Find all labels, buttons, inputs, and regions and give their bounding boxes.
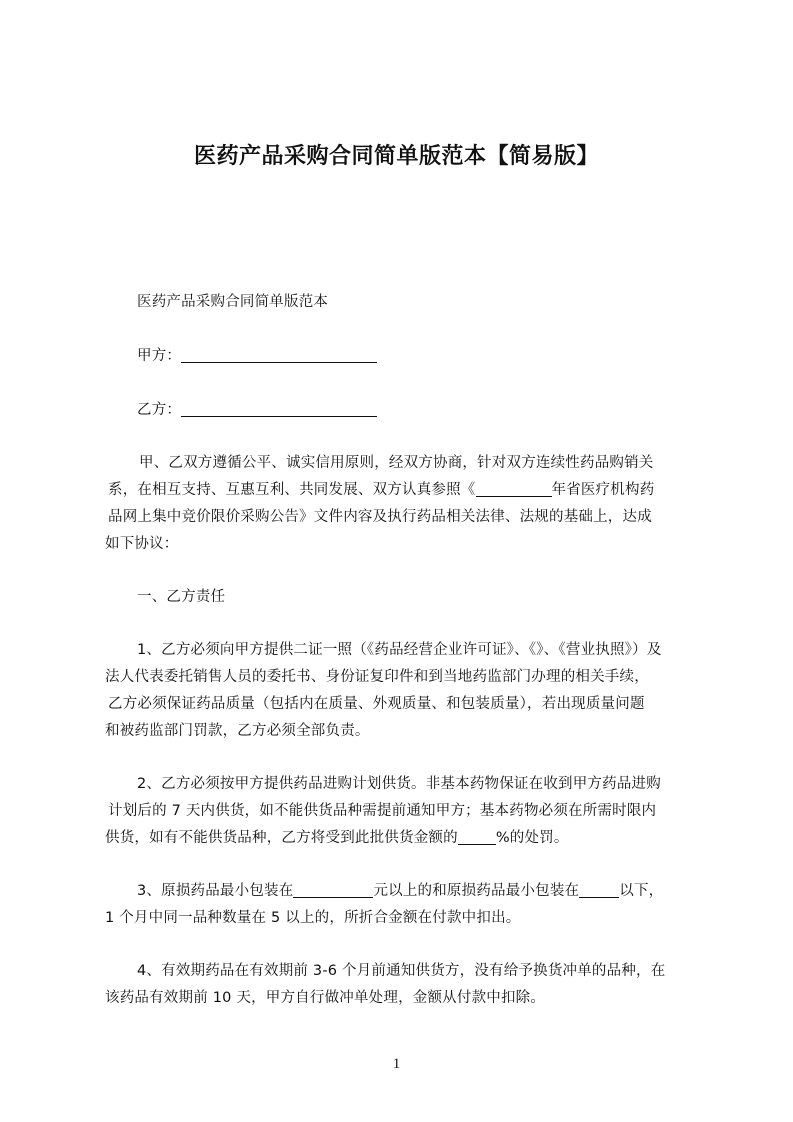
party-a-line: [137, 344, 747, 365]
item1-line-3: 乙方必须保证药品质量（包括内在质量、外观质量、和包装质量），若出现质量问题: [108, 696, 645, 712]
amount-blank: [293, 881, 373, 898]
intro-line-3: 品网上集中竞价限价采购公告》文件内容及执行药品相关法律、法规的基础上，达成: [108, 509, 652, 525]
item2-line-1: 2、乙方必须按甲方提供药品进购计划供货。非基本药物保证在收到甲方药品进购: [137, 776, 661, 792]
item2-text-3b: %的处罚。: [495, 830, 569, 846]
intro-text-2b: 年省医疗机构药: [551, 482, 655, 498]
section-heading: 一、乙方责任: [137, 589, 226, 605]
item3-line-1: [137, 879, 747, 900]
intro-text-2a: 系，在相互支持、互惠互利、共同发展、双方认真参照《: [108, 482, 476, 498]
page-number: 1: [392, 1056, 401, 1072]
party-b-blank: [181, 400, 377, 417]
intro-line-4: 如下协议：: [105, 536, 179, 552]
item4-line-1: 4、有效期药品在有效期前 3-6 个月前通知供货方，没有给予换货冲单的品种，在: [137, 963, 666, 979]
item4-line-2: 该药品有效期前 10 天，甲方自行做冲单处理，金额从付款中扣除。: [105, 990, 546, 1006]
party-a-label: 甲方：: [137, 348, 182, 364]
party-b-label: 乙方：: [137, 402, 182, 418]
item2-line-3: [105, 826, 715, 847]
item3-text-1a: 3、原损药品最小包装在: [137, 883, 294, 899]
intro-line-1: 甲、乙双方遵循公平、诚实信用原则，经双方协商，针对双方连续性药品购销关: [139, 455, 654, 471]
item3-line-2: 1 个月中同一品种数量在 5 以上的，所折合金额在付款中扣出。: [105, 910, 521, 926]
contract-subtitle: 医药产品采购合同简单版范本: [137, 294, 329, 310]
item3-text-1c: 以下，: [619, 883, 664, 899]
lower-amount-blank: [579, 881, 619, 898]
year-blank: [476, 480, 552, 497]
document-title: 医药产品采购合同简单版范本【简易版】: [193, 144, 599, 169]
party-a-blank: [181, 346, 377, 363]
item2-text-3a: 供货，如有不能供货品种，乙方将受到此批供货金额的: [105, 830, 458, 846]
item1-line-2: 法人代表委托销售人员的委托书、身份证复印件和到当地药监部门办理的相关手续，: [105, 669, 649, 685]
item1-line-1: 1、乙方必须向甲方提供二证一照（《药品经营企业许可证》、《》、《营业执照》）及: [137, 642, 662, 658]
item2-line-2: 计划后的 7 天内供货，如不能供货品种需提前通知甲方；基本药物必须在所需时限内: [108, 803, 657, 819]
party-b-line: [137, 398, 747, 419]
item3-text-1b: 元以上的和原损药品最小包装在: [373, 883, 580, 899]
intro-line-2: [108, 478, 718, 499]
item1-line-4: 和被药监部门罚款，乙方必须全部负责。: [105, 723, 370, 739]
penalty-percent-blank: [458, 828, 496, 845]
